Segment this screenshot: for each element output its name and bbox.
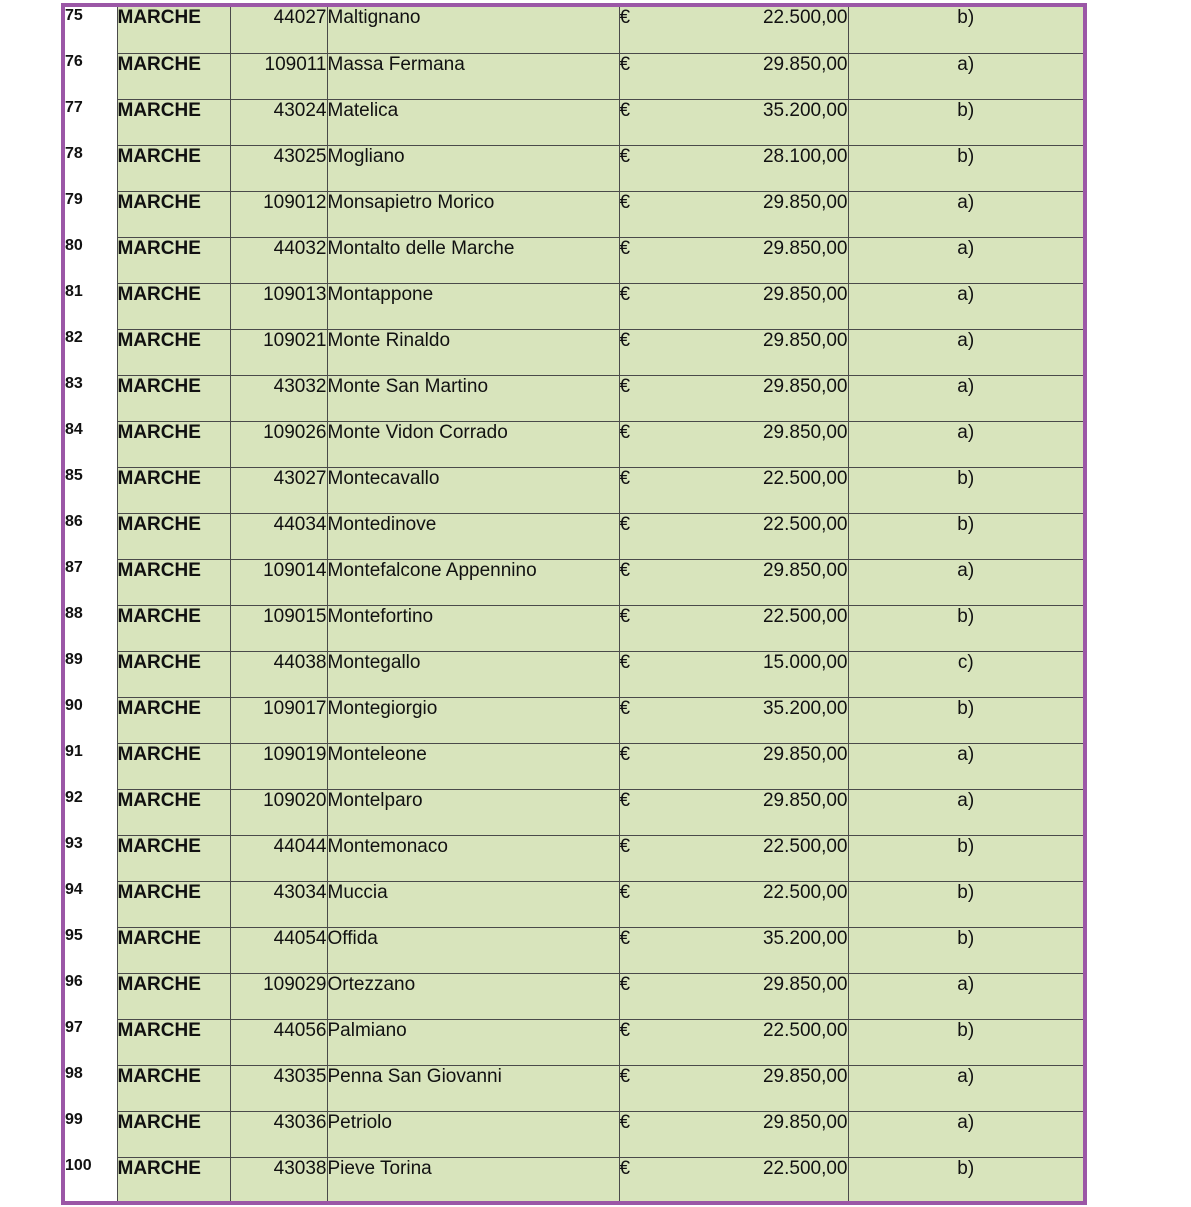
istat-code-cell: 109017 — [230, 697, 327, 743]
currency-symbol-cell: € — [619, 99, 699, 145]
row-number: 83 — [65, 375, 117, 421]
amount-cell: 15.000,00 — [699, 651, 848, 697]
category-cell: b) — [848, 881, 1083, 927]
table-row — [65, 1157, 1083, 1203]
amount-cell: 22.500,00 — [699, 605, 848, 651]
row-number: 79 — [65, 191, 117, 237]
region-cell: MARCHE — [117, 513, 230, 559]
row-number: 85 — [65, 467, 117, 513]
region-cell: MARCHE — [117, 237, 230, 283]
istat-code-cell: 44056 — [230, 1019, 327, 1065]
table-row — [65, 99, 1083, 145]
category-cell: c) — [848, 651, 1083, 697]
table-row — [65, 973, 1083, 1019]
region-cell: MARCHE — [117, 651, 230, 697]
region-cell: MARCHE — [117, 191, 230, 237]
municipality-name-cell: Montefalcone Appennino — [327, 559, 619, 605]
region-cell: MARCHE — [117, 145, 230, 191]
amount-cell: 29.850,00 — [699, 283, 848, 329]
table-row — [65, 283, 1083, 329]
row-number: 84 — [65, 421, 117, 467]
municipality-name-cell: Montemonaco — [327, 835, 619, 881]
amount-cell: 29.850,00 — [699, 1111, 848, 1157]
category-cell: b) — [848, 99, 1083, 145]
istat-code-cell: 44032 — [230, 237, 327, 283]
category-cell: b) — [848, 605, 1083, 651]
row-number: 81 — [65, 283, 117, 329]
istat-code-cell: 44027 — [230, 7, 327, 53]
currency-symbol-cell: € — [619, 927, 699, 973]
currency-symbol-cell: € — [619, 605, 699, 651]
category-cell: a) — [848, 1111, 1083, 1157]
amount-cell: 29.850,00 — [699, 375, 848, 421]
amount-cell: 29.850,00 — [699, 421, 848, 467]
amount-cell: 22.500,00 — [699, 7, 848, 53]
region-cell: MARCHE — [117, 7, 230, 53]
amount-cell: 35.200,00 — [699, 99, 848, 145]
municipality-name-cell: Matelica — [327, 99, 619, 145]
table-row — [65, 1065, 1083, 1111]
region-cell: MARCHE — [117, 1019, 230, 1065]
table-row — [65, 1019, 1083, 1065]
category-cell: b) — [848, 927, 1083, 973]
region-cell: MARCHE — [117, 467, 230, 513]
currency-symbol-cell: € — [619, 973, 699, 1019]
currency-symbol-cell: € — [619, 421, 699, 467]
istat-code-cell: 44054 — [230, 927, 327, 973]
row-number: 76 — [65, 53, 117, 99]
category-cell: b) — [848, 145, 1083, 191]
amount-cell: 29.850,00 — [699, 1065, 848, 1111]
region-cell: MARCHE — [117, 881, 230, 927]
region-cell: MARCHE — [117, 973, 230, 1019]
municipality-name-cell: Monsapietro Morico — [327, 191, 619, 237]
currency-symbol-cell: € — [619, 1065, 699, 1111]
table-row — [65, 927, 1083, 973]
table-row — [65, 1111, 1083, 1157]
category-cell: a) — [848, 743, 1083, 789]
istat-code-cell: 43034 — [230, 881, 327, 927]
amount-cell: 35.200,00 — [699, 927, 848, 973]
row-number: 82 — [65, 329, 117, 375]
region-cell: MARCHE — [117, 421, 230, 467]
category-cell: b) — [848, 697, 1083, 743]
istat-code-cell: 44034 — [230, 513, 327, 559]
table-row — [65, 421, 1083, 467]
table-row — [65, 559, 1083, 605]
row-number: 97 — [65, 1019, 117, 1065]
municipality-name-cell: Montappone — [327, 283, 619, 329]
table-row — [65, 513, 1083, 559]
category-cell: b) — [848, 7, 1083, 53]
table-row — [65, 7, 1083, 53]
istat-code-cell: 43036 — [230, 1111, 327, 1157]
region-cell: MARCHE — [117, 53, 230, 99]
istat-code-cell: 43027 — [230, 467, 327, 513]
region-cell: MARCHE — [117, 743, 230, 789]
amount-cell: 35.200,00 — [699, 697, 848, 743]
row-number: 75 — [65, 7, 117, 53]
municipality-name-cell: Ortezzano — [327, 973, 619, 1019]
region-cell: MARCHE — [117, 835, 230, 881]
row-number: 88 — [65, 605, 117, 651]
currency-symbol-cell: € — [619, 559, 699, 605]
table-body — [65, 7, 1083, 1203]
amount-cell: 22.500,00 — [699, 881, 848, 927]
region-cell: MARCHE — [117, 283, 230, 329]
row-number: 93 — [65, 835, 117, 881]
category-cell: a) — [848, 53, 1083, 99]
istat-code-cell: 44044 — [230, 835, 327, 881]
currency-symbol-cell: € — [619, 7, 699, 53]
municipality-name-cell: Pieve Torina — [327, 1157, 619, 1203]
municipality-name-cell: Montalto delle Marche — [327, 237, 619, 283]
istat-code-cell: 44038 — [230, 651, 327, 697]
istat-code-cell: 109015 — [230, 605, 327, 651]
amount-cell: 29.850,00 — [699, 559, 848, 605]
municipality-name-cell: Maltignano — [327, 7, 619, 53]
municipality-name-cell: Monteleone — [327, 743, 619, 789]
category-cell: a) — [848, 191, 1083, 237]
currency-symbol-cell: € — [619, 789, 699, 835]
municipality-name-cell: Montegallo — [327, 651, 619, 697]
currency-symbol-cell: € — [619, 835, 699, 881]
currency-symbol-cell: € — [619, 283, 699, 329]
municipality-name-cell: Offida — [327, 927, 619, 973]
currency-symbol-cell: € — [619, 145, 699, 191]
currency-symbol-cell: € — [619, 53, 699, 99]
category-cell: b) — [848, 467, 1083, 513]
table-row — [65, 789, 1083, 835]
currency-symbol-cell: € — [619, 467, 699, 513]
amount-cell: 29.850,00 — [699, 191, 848, 237]
table-row — [65, 835, 1083, 881]
region-cell: MARCHE — [117, 697, 230, 743]
municipality-allocation-table — [65, 7, 1083, 1204]
municipality-name-cell: Mogliano — [327, 145, 619, 191]
document-page-frame — [61, 3, 1087, 1205]
row-number: 96 — [65, 973, 117, 1019]
table-row — [65, 145, 1083, 191]
row-number: 86 — [65, 513, 117, 559]
table-row — [65, 237, 1083, 283]
currency-symbol-cell: € — [619, 191, 699, 237]
table-row — [65, 53, 1083, 99]
municipality-name-cell: Palmiano — [327, 1019, 619, 1065]
amount-cell: 29.850,00 — [699, 237, 848, 283]
municipality-name-cell: Massa Fermana — [327, 53, 619, 99]
istat-code-cell: 43024 — [230, 99, 327, 145]
currency-symbol-cell: € — [619, 1111, 699, 1157]
amount-cell: 22.500,00 — [699, 467, 848, 513]
table-row — [65, 191, 1083, 237]
row-number: 78 — [65, 145, 117, 191]
istat-code-cell: 43032 — [230, 375, 327, 421]
amount-cell: 29.850,00 — [699, 789, 848, 835]
currency-symbol-cell: € — [619, 743, 699, 789]
region-cell: MARCHE — [117, 605, 230, 651]
category-cell: a) — [848, 237, 1083, 283]
istat-code-cell: 109019 — [230, 743, 327, 789]
category-cell: b) — [848, 835, 1083, 881]
istat-code-cell: 109029 — [230, 973, 327, 1019]
row-number: 99 — [65, 1111, 117, 1157]
currency-symbol-cell: € — [619, 881, 699, 927]
category-cell: b) — [848, 1157, 1083, 1203]
row-number: 92 — [65, 789, 117, 835]
row-number: 94 — [65, 881, 117, 927]
amount-cell: 29.850,00 — [699, 743, 848, 789]
region-cell: MARCHE — [117, 559, 230, 605]
table-row — [65, 651, 1083, 697]
table-row — [65, 375, 1083, 421]
row-number: 87 — [65, 559, 117, 605]
category-cell: a) — [848, 973, 1083, 1019]
category-cell: a) — [848, 421, 1083, 467]
municipality-name-cell: Montedinove — [327, 513, 619, 559]
municipality-name-cell: Monte Vidon Corrado — [327, 421, 619, 467]
region-cell: MARCHE — [117, 1065, 230, 1111]
category-cell: a) — [848, 559, 1083, 605]
istat-code-cell: 109020 — [230, 789, 327, 835]
municipality-name-cell: Muccia — [327, 881, 619, 927]
category-cell: b) — [848, 1019, 1083, 1065]
amount-cell: 22.500,00 — [699, 1157, 848, 1203]
category-cell: a) — [848, 329, 1083, 375]
municipality-name-cell: Montefortino — [327, 605, 619, 651]
category-cell: a) — [848, 789, 1083, 835]
category-cell: a) — [848, 283, 1083, 329]
table-row — [65, 605, 1083, 651]
table-row — [65, 881, 1083, 927]
row-number: 80 — [65, 237, 117, 283]
category-cell: b) — [848, 513, 1083, 559]
currency-symbol-cell: € — [619, 1019, 699, 1065]
amount-cell: 22.500,00 — [699, 835, 848, 881]
currency-symbol-cell: € — [619, 651, 699, 697]
municipality-name-cell: Penna San Giovanni — [327, 1065, 619, 1111]
istat-code-cell: 43038 — [230, 1157, 327, 1203]
row-number: 95 — [65, 927, 117, 973]
istat-code-cell: 109014 — [230, 559, 327, 605]
istat-code-cell: 43025 — [230, 145, 327, 191]
istat-code-cell: 43035 — [230, 1065, 327, 1111]
istat-code-cell: 109013 — [230, 283, 327, 329]
currency-symbol-cell: € — [619, 329, 699, 375]
istat-code-cell: 109011 — [230, 53, 327, 99]
row-number: 100 — [65, 1157, 117, 1203]
row-number: 91 — [65, 743, 117, 789]
row-number: 89 — [65, 651, 117, 697]
row-number: 90 — [65, 697, 117, 743]
region-cell: MARCHE — [117, 1111, 230, 1157]
currency-symbol-cell: € — [619, 697, 699, 743]
region-cell: MARCHE — [117, 329, 230, 375]
amount-cell: 29.850,00 — [699, 329, 848, 375]
amount-cell: 28.100,00 — [699, 145, 848, 191]
currency-symbol-cell: € — [619, 237, 699, 283]
row-number: 98 — [65, 1065, 117, 1111]
row-number: 77 — [65, 99, 117, 145]
region-cell: MARCHE — [117, 1157, 230, 1203]
municipality-name-cell: Monte Rinaldo — [327, 329, 619, 375]
region-cell: MARCHE — [117, 375, 230, 421]
municipality-name-cell: Montecavallo — [327, 467, 619, 513]
currency-symbol-cell: € — [619, 375, 699, 421]
region-cell: MARCHE — [117, 927, 230, 973]
table-row — [65, 467, 1083, 513]
category-cell: a) — [848, 375, 1083, 421]
region-cell: MARCHE — [117, 99, 230, 145]
istat-code-cell: 109026 — [230, 421, 327, 467]
category-cell: a) — [848, 1065, 1083, 1111]
table-row — [65, 697, 1083, 743]
amount-cell: 29.850,00 — [699, 53, 848, 99]
currency-symbol-cell: € — [619, 1157, 699, 1203]
table-row — [65, 743, 1083, 789]
istat-code-cell: 109021 — [230, 329, 327, 375]
istat-code-cell: 109012 — [230, 191, 327, 237]
table-row — [65, 329, 1083, 375]
municipality-name-cell: Petriolo — [327, 1111, 619, 1157]
municipality-name-cell: Montelparo — [327, 789, 619, 835]
currency-symbol-cell: € — [619, 513, 699, 559]
municipality-name-cell: Montegiorgio — [327, 697, 619, 743]
region-cell: MARCHE — [117, 789, 230, 835]
amount-cell: 29.850,00 — [699, 973, 848, 1019]
municipality-name-cell: Monte San Martino — [327, 375, 619, 421]
amount-cell: 22.500,00 — [699, 513, 848, 559]
amount-cell: 22.500,00 — [699, 1019, 848, 1065]
